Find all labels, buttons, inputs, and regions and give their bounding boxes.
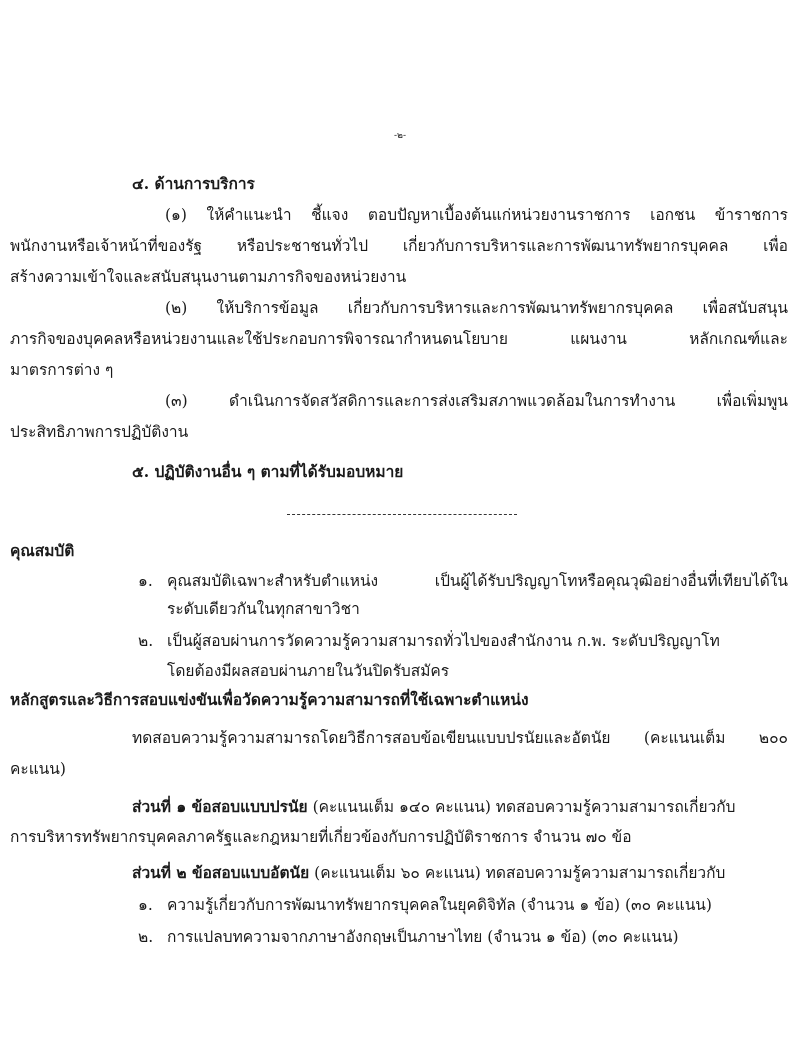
qualification-2-line2: โดยต้องมีผลสอบผ่านภายในวันปิดรับสมัคร bbox=[167, 662, 450, 680]
services-item1-line3: สร้างความเข้าใจและสนับสนุนงานตามภารกิจของหน่วยงาน bbox=[10, 268, 407, 286]
services-heading: ๔. ด้านการบริการ bbox=[132, 174, 255, 193]
page-number: -๒- bbox=[393, 131, 406, 141]
qualifications-heading: คุณสมบัติ bbox=[10, 541, 75, 560]
exam-part2-line1 bbox=[132, 863, 725, 883]
exam-part1-label: ส่วนที่ ๑ ข้อสอบแบบปรนัย bbox=[132, 797, 308, 816]
services-item2-line1: (๒) ให้บริการข้อมูล เกี่ยวกับการบริหารและการพัฒนาทรัพยากรบุคคล เพื่อสนับสนุน bbox=[165, 299, 788, 317]
exam-part2-item2-number: ๒. bbox=[138, 928, 154, 946]
qualification-2-line1: เป็นผู้สอบผ่านการวัดความรู้ความสามารถทั่วไปของสำนักงาน ก.พ. ระดับปริญญาโท bbox=[167, 632, 720, 650]
exam-part1-line1 bbox=[132, 797, 736, 817]
exam-part2-item1-number: ๑. bbox=[138, 896, 153, 914]
other-duties-heading: ๕. ปฏิบัติงานอื่น ๆ ตามที่ได้รับมอบหมาย bbox=[132, 462, 404, 481]
exam-heading: หลักสูตรและวิธีการสอบแข่งขันเพื่อวัดความรู้ความสามารถที่ใช้เฉพาะตำแหน่ง bbox=[10, 690, 529, 709]
exam-part2-item2-text: การแปลบทความจากภาษาอังกฤษเป็นภาษาไทย (จำนวน ๑ ข้อ) (๓๐ คะแนน) bbox=[167, 928, 679, 946]
exam-part2-item1-text: ความรู้เกี่ยวกับการพัฒนาทรัพยากรบุคคลในยุคดิจิทัล (จำนวน ๑ ข้อ) (๓๐ คะแนน) bbox=[167, 896, 712, 914]
exam-intro-line2: คะแนน) bbox=[10, 760, 66, 778]
qualification-1-line2: ระดับเดียวกันในทุกสาขาวิชา bbox=[167, 600, 360, 618]
qualification-1-number: ๑. bbox=[138, 572, 153, 590]
exam-part2-text: (คะแนนเต็ม ๖๐ คะแนน) ทดสอบความรู้ความสามารถเกี่ยวกับ bbox=[309, 864, 726, 882]
section-divider bbox=[287, 514, 517, 515]
qualification-1-line1: คุณสมบัติเฉพาะสำหรับตำแหน่ง เป็นผู้ได้รับปริญญาโทหรือคุณวุฒิอย่างอื่นที่เทียบได้ใน bbox=[167, 572, 788, 590]
exam-part2-label: ส่วนที่ ๒ ข้อสอบแบบอัตนัย bbox=[132, 863, 310, 882]
exam-part1-text: (คะแนนเต็ม ๑๔๐ คะแนน) ทดสอบความรู้ความสามารถเกี่ยวกับ bbox=[307, 798, 736, 816]
services-item2-line3: มาตรการต่าง ๆ bbox=[10, 361, 114, 379]
qualification-2-number: ๒. bbox=[138, 632, 154, 650]
services-item3-line1: (๓) ดำเนินการจัดสวัสดิการและการส่งเสริมสภาพแวดล้อมในการทำงาน เพื่อเพิ่มพูน bbox=[165, 392, 788, 410]
services-item1-line1: (๑) ให้คำแนะนำ ชี้แจง ตอบปัญหาเบื้องต้นแก่หน่วยงานราชการ เอกชน ข้าราชการ bbox=[165, 206, 788, 224]
services-item2-line2: ภารกิจของบุคคลหรือหน่วยงานและใช้ประกอบการพิจารณากำหนดนโยบาย แผนงาน หลักเกณฑ์และ bbox=[10, 330, 788, 348]
exam-intro-line1: ทดสอบความรู้ความสามารถโดยวิธีการสอบข้อเขียนแบบปรนัยและอัตนัย (คะแนนเต็ม ๒๐๐ bbox=[132, 729, 788, 747]
services-item3-line2: ประสิทธิภาพการปฏิบัติงาน bbox=[10, 423, 189, 441]
exam-part1-line2: การบริหารทรัพยากรบุคคลภาครัฐและกฎหมายที่เกี่ยวข้องกับการปฏิบัติราชการ จำนวน ๗๐ ข้อ bbox=[10, 828, 632, 846]
services-item1-line2: พนักงานหรือเจ้าหน้าที่ของรัฐ หรือประชาชนทั่วไป เกี่ยวกับการบริหารและการพัฒนาทรัพยากรบุคคล เพื่อ bbox=[10, 237, 788, 255]
